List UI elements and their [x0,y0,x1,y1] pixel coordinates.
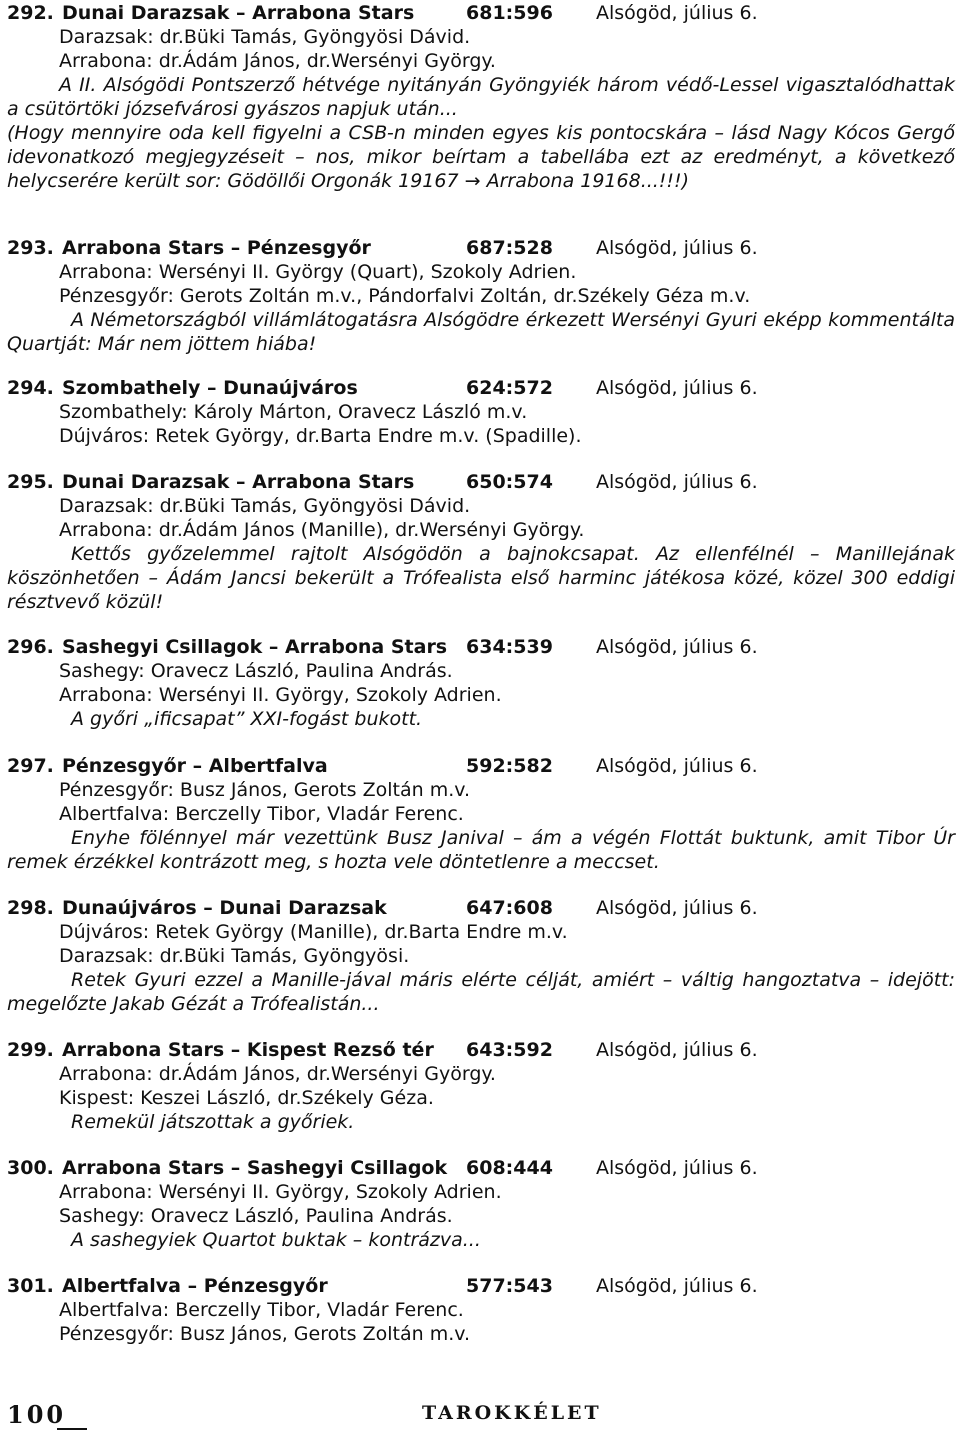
match-entry-300 [7,1156,955,1252]
match-teams: Szombathely – Dunaújváros [62,377,358,399]
match-teams: Albertfalva – Pénzesgyőr [62,1275,328,1297]
match-entry-293 [7,236,955,356]
match-header [7,1,955,25]
match-entry-296 [7,635,955,731]
page-number-rule [57,1428,87,1430]
match-comment: A Németországból villámlátogatásra Alsógödre érkezett Wersényi Gyuri eképp kommentálta Quartját: Már nem jöttem hiába! [7,309,955,355]
player-line: Arrabona: Wersényi II. György, Szokoly Adrien. [59,684,502,706]
match-comment: Enyhe fölénnyel már vezettünk Busz Janival – ám a végén Flottát buktunk, amit Tibor Úr remek érzékkel kontrázott meg, s hozta vele döntetlenre a meccset. [7,827,955,873]
match-score: 687:528 [466,237,553,259]
match-comment [7,73,955,121]
match-comment-text: A II. Alsógödi Pontszerző hétvége nyitányán Gyöngyiék három védő-Lessel vigasztalódhattak a csütörtöki józsefvárosi gyászos napjuk után... [7,74,955,120]
player-line: Kispest: Keszei László, dr.Székely Géza. [59,1087,434,1109]
player-line: Pénzesgyőr: Busz János, Gerots Zoltán m.v. [59,779,471,801]
player-line: Pénzesgyőr: Gerots Zoltán m.v., Pándorfalvi Zoltán, dr.Székely Géza m.v. [59,285,751,307]
match-teams: Pénzesgyőr – Albertfalva [62,755,328,777]
match-comment-note: (Hogy mennyire oda kell figyelni a CSB-n minden egyes kis pontocskára – lásd Nagy Kócos Gergő idevonatkozó megjegyzéseit – nos, mikor beírtam a tabellába ezt az eredményt, a következő helycserére került sor: Gödöllői Orgonák 19167 → Arrabona 19168...!!!) [7,122,955,192]
player-line: Arrabona: Wersényi II. György (Quart), Szokoly Adrien. [59,261,577,283]
match-header [7,236,955,260]
match-teams: Arrabona Stars – Pénzesgyőr [62,237,371,259]
match-number: 292. [7,2,54,24]
match-number: 295. [7,471,54,493]
match-comment: Remekül játszottak a győriek. [71,1111,355,1133]
match-place-date: Alsógöd, július 6. [596,1039,758,1061]
player-line: Arrabona: dr.Ádám János, dr.Wersényi György. [59,50,496,72]
match-score: 592:582 [466,755,553,777]
match-header [7,754,955,778]
match-score: 608:444 [466,1157,553,1179]
player-line: Arrabona: dr.Ádám János, dr.Wersényi György. [59,1063,496,1085]
match-header [7,896,955,920]
player-line: Albertfalva: Berczelly Tibor, Vladár Ferenc. [59,803,464,825]
match-header [7,376,955,400]
match-place-date: Alsógöd, július 6. [596,2,758,24]
match-entry-298 [7,896,955,1016]
match-teams: Arrabona Stars – Kispest Rezső tér [62,1039,434,1061]
match-place-date: Alsógöd, július 6. [596,1275,758,1297]
match-score: 643:592 [466,1039,553,1061]
match-place-date: Alsógöd, július 6. [596,237,758,259]
match-teams: Dunai Darazsak – Arrabona Stars [62,471,415,493]
player-line: Arrabona: Wersényi II. György, Szokoly Adrien. [59,1181,502,1203]
player-line: Szombathely: Károly Márton, Oravecz László m.v. [59,401,528,423]
match-comment: A sashegyiek Quartot buktak – kontrázva... [71,1229,481,1251]
page-number: 100 [7,1400,67,1429]
match-entry-297 [7,754,955,874]
journal-name: TAROKKÉLET [422,1402,602,1424]
player-line: Arrabona: dr.Ádám János (Manille), dr.Wersényi György. [59,519,585,541]
match-place-date: Alsógöd, július 6. [596,471,758,493]
match-header [7,470,955,494]
match-header [7,635,955,659]
match-place-date: Alsógöd, július 6. [596,897,758,919]
match-header [7,1038,955,1062]
match-teams: Arrabona Stars – Sashegyi Csillagok [62,1157,448,1179]
match-score: 681:596 [466,2,553,24]
match-number: 297. [7,755,54,777]
match-comment: Kettős győzelemmel rajtolt Alsógödön a bajnokcsapat. Az ellenfélnél – Manillejának köszönhetően – Ádám Jancsi bekerült a Trófealista első harminc játékosa közé, közel 300 eddigi résztvevő közül! [7,543,955,613]
match-score: 650:574 [466,471,553,493]
match-comment: A győri „ificsapat” XXI-fogást bukott. [71,708,423,730]
match-number: 300. [7,1157,54,1179]
match-score: 577:543 [466,1275,553,1297]
match-number: 298. [7,897,54,919]
player-line: Sashegy: Oravecz László, Paulina András. [59,660,453,682]
page-footer [7,1400,955,1429]
match-place-date: Alsógöd, július 6. [596,755,758,777]
player-line: Dújváros: Retek György, dr.Barta Endre m.v. (Spadille). [59,425,582,447]
match-teams: Dunai Darazsak – Arrabona Stars [62,2,415,24]
player-line: Darazsak: dr.Büki Tamás, Gyöngyösi. [59,945,410,967]
match-place-date: Alsógöd, július 6. [596,377,758,399]
match-teams: Dunaújváros – Dunai Darazsak [62,897,387,919]
match-number: 301. [7,1275,54,1297]
match-number: 294. [7,377,54,399]
player-line: Darazsak: dr.Büki Tamás, Gyöngyösi Dávid. [59,26,471,48]
match-number: 293. [7,237,54,259]
match-header [7,1274,955,1298]
match-entry-292 [7,1,955,193]
match-header [7,1156,955,1180]
match-score: 634:539 [466,636,553,658]
match-teams: Sashegyi Csillagok – Arrabona Stars [62,636,448,658]
player-line: Dújváros: Retek György (Manille), dr.Barta Endre m.v. [59,921,568,943]
match-entry-295 [7,470,955,614]
player-line: Sashegy: Oravecz László, Paulina András. [59,1205,453,1227]
player-line: Pénzesgyőr: Busz János, Gerots Zoltán m.v. [59,1323,471,1345]
match-number: 299. [7,1039,54,1061]
player-line: Albertfalva: Berczelly Tibor, Vladár Ferenc. [59,1299,464,1321]
match-place-date: Alsógöd, július 6. [596,1157,758,1179]
match-number: 296. [7,636,54,658]
match-comment: Retek Gyuri ezzel a Manille-jával máris elérte célját, amiért – váltig hangoztatva – idejött: megelőzte Jakab Gézát a Trófealistán... [7,969,955,1015]
player-line: Darazsak: dr.Büki Tamás, Gyöngyösi Dávid. [59,495,471,517]
match-place-date: Alsógöd, július 6. [596,636,758,658]
match-entry-301 [7,1274,955,1346]
match-score: 647:608 [466,897,553,919]
match-entry-294 [7,376,955,448]
match-entry-299 [7,1038,955,1134]
match-score: 624:572 [466,377,553,399]
